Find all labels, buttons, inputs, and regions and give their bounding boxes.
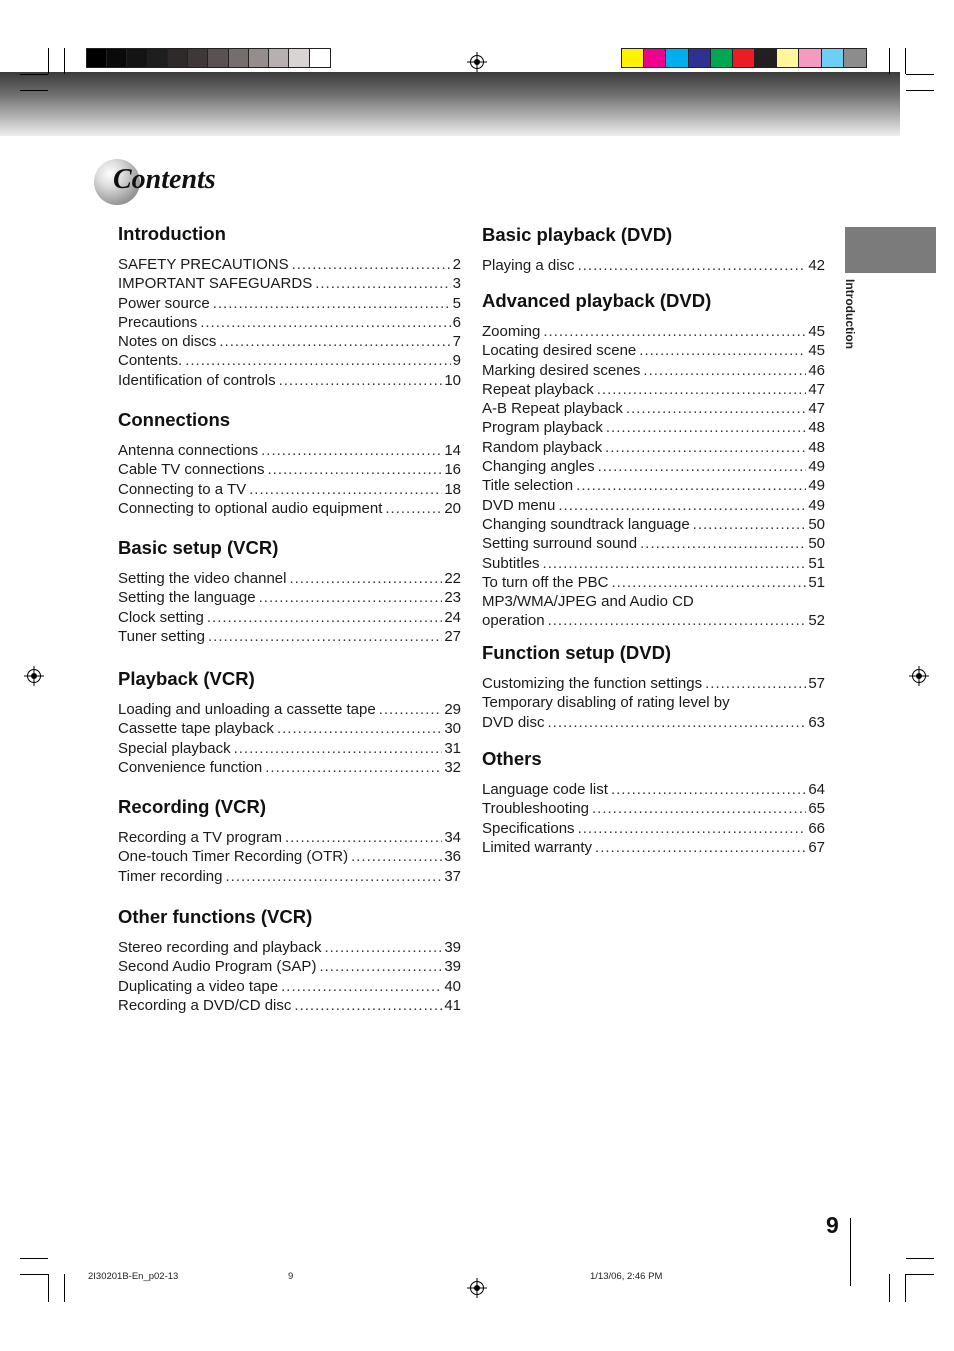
toc-entry	[118, 313, 461, 332]
toc-entry-label: Changing soundtrack language	[482, 515, 690, 533]
toc-entry	[118, 332, 461, 351]
toc-entry-page: 29	[444, 701, 461, 718]
registration-target-icon	[467, 1278, 487, 1298]
dot-leader	[639, 341, 806, 360]
toc-entry-page: 36	[444, 848, 461, 866]
toc-entry-label: Repeat playback	[482, 380, 594, 398]
toc-section-heading: Recording (VCR)	[118, 796, 266, 817]
dot-leader	[576, 476, 806, 495]
toc-entry	[118, 700, 461, 719]
toc-entry-label: Cable TV connections	[118, 461, 265, 479]
dot-leader	[200, 313, 450, 332]
header-band	[0, 72, 900, 136]
calibration-swatch	[755, 49, 777, 67]
toc-entry-label: Limited warranty	[482, 838, 593, 856]
toc-entry	[482, 341, 825, 360]
toc-entry	[118, 274, 461, 293]
toc-entry-label: Recording a DVD/CD disc	[118, 996, 292, 1014]
toc-entry-label: To turn off the PBC	[482, 573, 609, 591]
toc-entry	[118, 719, 461, 738]
crop-mark-bottom-left-v2	[64, 1274, 65, 1302]
toc-entry-label: Setting the video channel	[118, 570, 287, 587]
toc-entry	[482, 713, 825, 732]
toc-entry	[118, 480, 461, 499]
dot-leader	[693, 515, 807, 534]
toc-entry-label: Subtitles	[482, 554, 540, 572]
toc-entry	[482, 476, 825, 495]
toc-entry	[482, 399, 825, 418]
toc-entry	[118, 627, 461, 646]
calibration-swatch	[777, 49, 799, 67]
toc-entry-page: 50	[808, 515, 825, 533]
dot-leader	[249, 480, 442, 499]
toc-entry-label: Changing angles	[482, 458, 595, 476]
dot-leader	[185, 351, 450, 370]
registration-target-icon	[24, 666, 44, 686]
toc-entry	[482, 554, 825, 573]
crop-mark-bottom-right-v	[889, 1274, 890, 1302]
toc-entry-label: Timer recording	[118, 867, 223, 885]
toc-entry-page: 47	[808, 400, 825, 418]
toc-entry	[482, 418, 825, 437]
dot-leader	[605, 438, 806, 457]
toc-entry-label: Locating desired scene	[482, 342, 637, 360]
toc-section-playback-vcr	[118, 668, 461, 777]
toc-entry	[482, 457, 825, 476]
dot-leader	[225, 867, 442, 886]
calibration-swatch	[168, 49, 188, 67]
crop-mark-top-left-v2	[64, 48, 65, 74]
toc-section-heading: Advanced playback (DVD)	[482, 290, 712, 311]
toc-entry-label: Language code list	[482, 781, 608, 798]
toc-entry	[118, 957, 461, 976]
toc-entry-label: Convenience function	[118, 758, 263, 776]
toc-section-other-functions	[118, 906, 461, 1015]
toc-entry-page: 14	[444, 442, 461, 459]
toc-entry-label: DVD disc	[482, 713, 545, 731]
toc-entry-page: 57	[808, 675, 825, 692]
dot-leader	[606, 418, 806, 437]
dot-leader	[595, 838, 806, 857]
toc-entry-label: Setting surround sound	[482, 535, 638, 553]
registration-target-icon	[909, 666, 929, 686]
toc-entry	[482, 780, 825, 799]
toc-entry-page: 47	[808, 380, 825, 398]
dot-leader	[267, 460, 442, 479]
dot-leader	[208, 627, 442, 646]
toc-entry-page: 67	[808, 838, 825, 856]
toc-entry-label: SAFETY PRECAUTIONS	[118, 256, 289, 273]
toc-entry	[118, 294, 461, 313]
toc-entry	[482, 322, 825, 341]
toc-entry-page: 20	[444, 499, 461, 517]
dot-leader	[324, 938, 442, 957]
toc-entry	[482, 573, 825, 592]
dot-leader	[294, 996, 442, 1015]
crop-mark-top-left-h	[20, 74, 48, 75]
calibration-swatch	[87, 49, 107, 67]
dot-leader	[626, 399, 806, 418]
toc-entry-label: Playing a disc	[482, 257, 575, 274]
dot-leader	[543, 554, 807, 573]
page-edge-line	[850, 1218, 851, 1286]
toc-section-heading: Other functions (VCR)	[118, 906, 313, 927]
calibration-swatch	[249, 49, 269, 67]
toc-entry	[118, 996, 461, 1015]
chapter-tab	[845, 227, 936, 273]
calibration-swatch	[822, 49, 844, 67]
toc-entry	[118, 867, 461, 886]
toc-entry-label: Specifications	[482, 819, 575, 837]
calibration-swatch	[289, 49, 309, 67]
toc-entry	[118, 371, 461, 390]
crop-mark-bottom-left-v	[48, 1274, 49, 1302]
toc-entry-label: Stereo recording and playback	[118, 939, 322, 956]
calibration-swatch	[188, 49, 208, 67]
footer-date-time: 1/13/06, 2:46 PM	[590, 1271, 663, 1282]
toc-entry-label: Contents.	[118, 352, 183, 370]
dot-leader	[279, 371, 443, 390]
toc-entry	[482, 515, 825, 534]
toc-entry-page: 18	[444, 480, 461, 498]
toc-entry-label-first-line: MP3/WMA/JPEG and Audio CD	[482, 593, 694, 611]
registration-target-icon	[467, 52, 487, 72]
toc-entry	[118, 588, 461, 607]
toc-entry-label-first-line: Temporary disabling of rating level by	[482, 694, 730, 712]
calibration-swatch	[127, 49, 147, 67]
toc-entry-label: Loading and unloading a cassette tape	[118, 701, 376, 718]
calibration-swatch	[107, 49, 127, 67]
dot-leader	[611, 573, 806, 592]
dot-leader	[640, 534, 806, 553]
toc-entry-label: IMPORTANT SAFEGUARDS	[118, 275, 313, 293]
dot-leader	[385, 499, 442, 518]
calibration-swatch	[644, 49, 666, 67]
dot-leader	[578, 256, 807, 275]
dot-leader	[597, 380, 807, 399]
dot-leader	[592, 799, 806, 818]
dot-leader	[277, 719, 442, 738]
calibration-swatch	[269, 49, 289, 67]
toc-entry-label: Clock setting	[118, 608, 204, 626]
dot-leader	[289, 569, 442, 588]
toc-entry-label: Program playback	[482, 419, 603, 437]
toc-entry-page: 48	[808, 419, 825, 437]
toc-entry-page: 65	[808, 800, 825, 818]
dot-leader	[705, 674, 806, 693]
toc-entry	[118, 847, 461, 866]
toc-entry-label: operation	[482, 612, 545, 630]
toc-section-advanced-playback-dvd	[482, 290, 825, 631]
toc-entry-label: Tuner setting	[118, 627, 205, 645]
crop-mark-bottom-right-h	[906, 1258, 934, 1259]
toc-entry	[482, 611, 825, 630]
toc-entry-label: Connecting to a TV	[118, 480, 247, 498]
toc-entry	[482, 496, 825, 515]
dot-leader	[351, 847, 442, 866]
dot-leader	[643, 361, 806, 380]
dot-leader	[598, 457, 807, 476]
calibration-swatch	[666, 49, 688, 67]
page-title: Contents	[113, 164, 216, 195]
toc-entry-page: 3	[452, 275, 461, 293]
dot-leader	[548, 713, 807, 732]
toc-entry-label: Power source	[118, 294, 210, 312]
dot-leader	[578, 819, 807, 838]
crop-mark-top-left-h2	[20, 90, 48, 91]
toc-entry-page: 37	[444, 867, 461, 885]
toc-section-heading: Basic setup (VCR)	[118, 537, 279, 558]
calibration-swatch	[844, 49, 866, 67]
toc-entry-page: 39	[444, 939, 461, 956]
dot-leader	[558, 496, 806, 515]
toc-entry-label: Troubleshooting	[482, 800, 590, 818]
toc-entry-page: 27	[444, 627, 461, 645]
footer-sheet-page: 9	[288, 1271, 294, 1282]
crop-mark-top-right-h	[906, 74, 934, 75]
toc-entry-page: 31	[444, 739, 461, 757]
chapter-tab-label: Introduction	[843, 279, 857, 349]
toc-entry	[482, 799, 825, 818]
dot-leader	[543, 322, 806, 341]
toc-section-heading: Others	[482, 748, 542, 769]
toc-entry-page: 34	[444, 829, 461, 846]
toc-entry	[482, 380, 825, 399]
toc-entry-label: Duplicating a video tape	[118, 977, 279, 995]
toc-section-introduction	[118, 223, 461, 390]
dot-leader	[281, 977, 442, 996]
calibration-swatch	[208, 49, 228, 67]
toc-entry-page: 50	[808, 535, 825, 553]
toc-entry	[118, 739, 461, 758]
toc-entry	[118, 938, 461, 957]
toc-section-connections	[118, 409, 461, 518]
toc-entry-page: 45	[808, 323, 825, 340]
toc-entry	[118, 351, 461, 370]
toc-entry-page: 46	[808, 361, 825, 379]
toc-entry-label: Marking desired scenes	[482, 361, 641, 379]
crop-mark-top-left-v	[48, 48, 49, 74]
toc-entry-label: Second Audio Program (SAP)	[118, 958, 317, 976]
toc-section-heading: Connections	[118, 409, 231, 430]
toc-entry-page: 5	[452, 294, 461, 312]
toc-entry-page: 30	[444, 720, 461, 738]
toc-entry-label: A-B Repeat playback	[482, 400, 623, 418]
toc-entry-label: Notes on discs	[118, 333, 217, 351]
toc-entry-label: Precautions	[118, 313, 198, 331]
toc-entry-label: Cassette tape playback	[118, 720, 274, 738]
toc-entry-label: Setting the language	[118, 589, 256, 607]
calibration-swatch	[229, 49, 249, 67]
toc-entry-page: 45	[808, 342, 825, 360]
dot-leader	[319, 957, 442, 976]
crop-mark-top-right-v	[889, 48, 890, 74]
calibration-swatch	[148, 49, 168, 67]
toc-entry	[118, 977, 461, 996]
toc-entry-page: 49	[808, 496, 825, 514]
toc-entry	[482, 819, 825, 838]
toc-entry	[118, 758, 461, 777]
toc-entry-label: Antenna connections	[118, 442, 259, 459]
dot-leader	[292, 255, 451, 274]
toc-entry	[482, 256, 825, 275]
crop-mark-bottom-right-v2	[905, 1274, 906, 1302]
toc-entry	[118, 255, 461, 274]
toc-section-recording-vcr	[118, 796, 461, 886]
toc-section-basic-playback-dvd	[482, 224, 825, 275]
toc-entry-label: DVD menu	[482, 496, 556, 514]
toc-entry-page: 32	[444, 758, 461, 776]
toc-section-heading: Function setup (DVD)	[482, 642, 672, 663]
toc-section-heading: Introduction	[118, 223, 226, 244]
toc-entry	[118, 569, 461, 588]
dot-leader	[285, 828, 442, 847]
toc-section-function-setup-dvd	[482, 642, 825, 732]
grayscale-calibration-bar	[86, 48, 331, 68]
toc-section-basic-setup	[118, 537, 461, 646]
toc-entry	[482, 674, 825, 693]
toc-entry	[482, 534, 825, 553]
calibration-swatch	[622, 49, 644, 67]
toc-entry-page: 48	[808, 438, 825, 456]
toc-entry-label: Connecting to optional audio equipment	[118, 499, 383, 517]
toc-entry-label: Identification of controls	[118, 371, 276, 389]
dot-leader	[611, 780, 806, 799]
toc-entry-label: Random playback	[482, 438, 603, 456]
dot-leader	[207, 608, 442, 627]
toc-entry-page: 63	[808, 713, 825, 731]
toc-entry-page: 22	[444, 570, 461, 587]
dot-leader	[259, 588, 443, 607]
calibration-swatch	[799, 49, 821, 67]
toc-entry	[118, 441, 461, 460]
toc-entry-page: 64	[808, 781, 825, 798]
toc-entry-page: 51	[808, 554, 825, 572]
dot-leader	[548, 611, 807, 630]
toc-entry	[118, 499, 461, 518]
toc-entry-page: 41	[444, 996, 461, 1014]
toc-entry-label: Title selection	[482, 477, 574, 495]
page-number: 9	[826, 1212, 839, 1238]
toc-entry-page: 16	[444, 461, 461, 479]
toc-section-others	[482, 748, 825, 857]
toc-entry-page: 66	[808, 819, 825, 837]
dot-leader	[213, 294, 451, 313]
toc-section-heading: Basic playback (DVD)	[482, 224, 673, 245]
crop-mark-bottom-left-h	[20, 1258, 48, 1259]
toc-entry-label: Zooming	[482, 323, 541, 340]
dot-leader	[265, 758, 442, 777]
calibration-swatch	[689, 49, 711, 67]
toc-section-heading: Playback (VCR)	[118, 668, 255, 689]
toc-entry-label: One-touch Timer Recording (OTR)	[118, 848, 349, 866]
crop-mark-bottom-right-h2	[906, 1274, 934, 1275]
toc-entry-page: 23	[444, 589, 461, 607]
calibration-swatch	[711, 49, 733, 67]
toc-entry-page: 2	[452, 256, 461, 273]
toc-entry-page: 49	[808, 458, 825, 476]
toc-entry-label: Recording a TV program	[118, 829, 282, 846]
toc-entry-page: 42	[808, 257, 825, 274]
toc-entry-page: 39	[444, 958, 461, 976]
dot-leader	[379, 700, 443, 719]
toc-entry-page: 24	[444, 608, 461, 626]
dot-leader	[219, 332, 450, 351]
toc-entry	[118, 460, 461, 479]
toc-entry	[482, 361, 825, 380]
crop-mark-top-right-h2	[906, 90, 934, 91]
toc-entry	[482, 438, 825, 457]
toc-entry	[118, 828, 461, 847]
calibration-swatch	[310, 49, 330, 67]
toc-entry	[482, 838, 825, 857]
toc-entry-page: 40	[444, 977, 461, 995]
crop-mark-top-right-v2	[905, 48, 906, 74]
dot-leader	[261, 441, 442, 460]
calibration-swatch	[733, 49, 755, 67]
crop-mark-bottom-left-h2	[20, 1274, 48, 1275]
dot-leader	[315, 274, 450, 293]
toc-entry-page: 52	[808, 612, 825, 630]
toc-entry-page: 9	[452, 352, 461, 370]
toc-entry-label: Customizing the function settings	[482, 675, 703, 692]
footer-file-name: 2I30201B-En_p02-13	[88, 1271, 179, 1282]
toc-entry-page: 6	[452, 313, 461, 331]
toc-entry	[118, 608, 461, 627]
color-calibration-bar	[621, 48, 867, 68]
dot-leader	[234, 739, 443, 758]
toc-entry-page: 10	[444, 371, 461, 389]
toc-entry-page: 51	[808, 573, 825, 591]
toc-entry-page: 49	[808, 477, 825, 495]
toc-entry-page: 7	[452, 333, 461, 351]
toc-entry-label: Special playback	[118, 739, 231, 757]
